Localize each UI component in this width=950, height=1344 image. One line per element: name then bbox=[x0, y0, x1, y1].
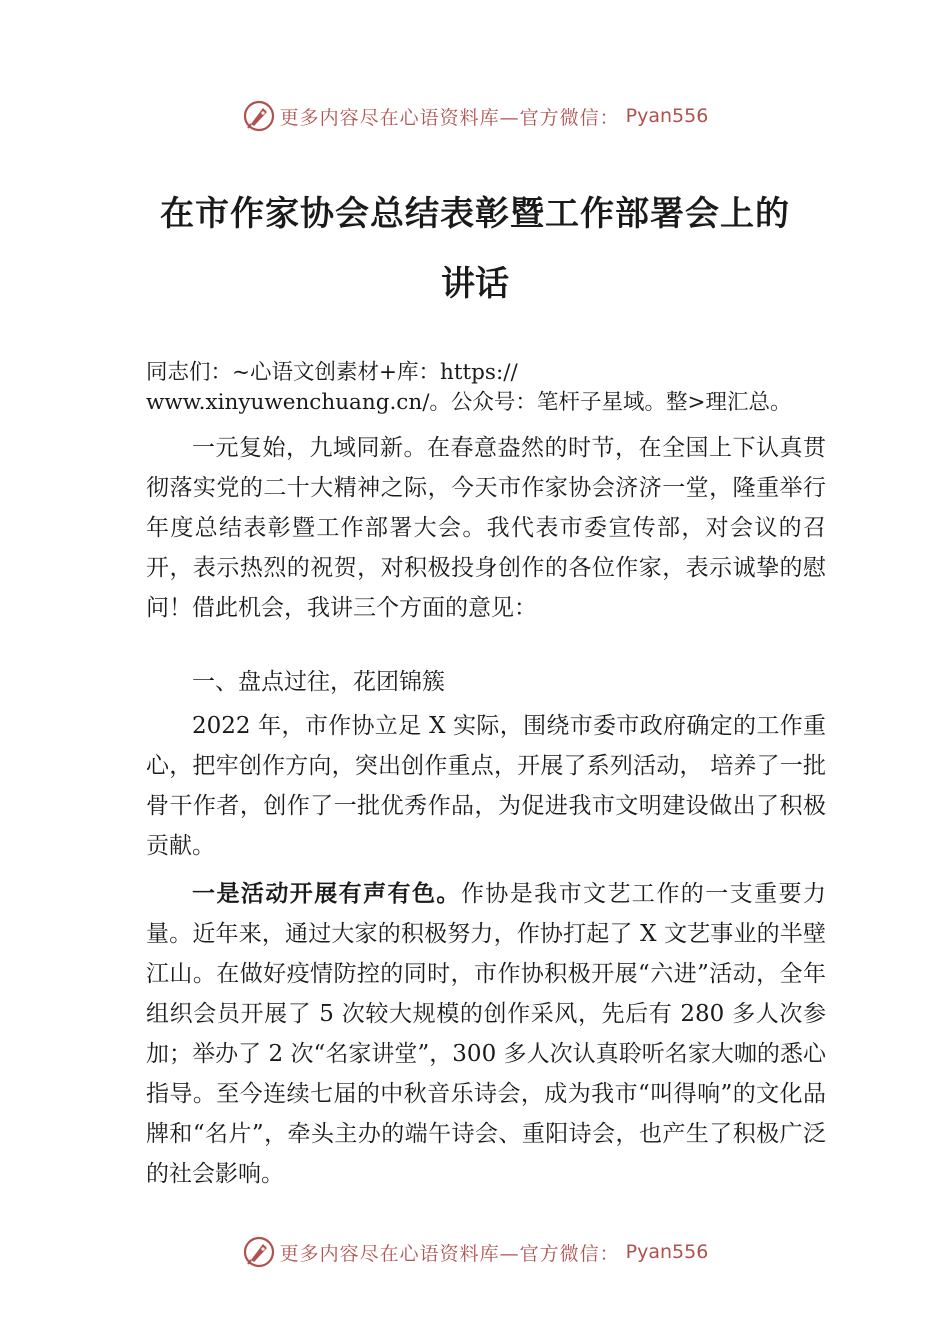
paragraph-lead-bold: 一是活动开展有声有色。 bbox=[192, 881, 461, 907]
salutation-line1: 同志们：~心语文创素材+库：https:// bbox=[146, 360, 518, 385]
pen-nib-logo-icon bbox=[242, 1235, 276, 1269]
header-banner bbox=[0, 96, 950, 136]
paragraph-activities-text: 作协是我市文艺工作的一支重要力量。近年来，通过大家的积极努力，作协打起了 X 文艺事业的半壁江山。在做好疫情防控的同时，市作协积极开展“六进”活动，全年组织会员开展了 5 次较大规模的创作采风，先后有 280 多人次参加；举办了 2 次“名家讲堂”，300 多人次认真聆听名家大咖的悉心指导。至今连续七届的中秋音乐诗会，成为我市“叫得响”的文化品牌和“名片”，牵头主办的端午诗会、重阳诗会，也产生了积极广泛的社会影响。 bbox=[146, 881, 827, 1187]
body-text-4 bbox=[146, 874, 826, 1194]
body-text-2 bbox=[146, 662, 826, 702]
body-text-3 bbox=[146, 706, 826, 866]
paragraph-activities bbox=[146, 874, 826, 1194]
banner-wechat-id: Pyan556 bbox=[625, 105, 709, 127]
banner-text: 更多内容尽在心语资料库—官方微信： bbox=[279, 1242, 620, 1265]
salutation-block bbox=[146, 358, 846, 418]
salutation-line2: www.xinyuwenchuang.cn/。公众号：笔杆子星域。整>理汇总。 bbox=[146, 390, 792, 415]
section-heading-1: 一、盘点过往，花团锦簇 bbox=[192, 669, 445, 695]
pen-nib-logo-icon bbox=[242, 99, 276, 133]
banner-wechat-id: Pyan556 bbox=[625, 1241, 709, 1263]
paragraph-opening: 一元复始，九域同新。在春意盎然的时节，在全国上下认真贯彻落实党的二十大精神之际，今天市作家协会济济一堂，隆重举行年度总结表彰暨工作部署大会。我代表市委宣传部，对会议的召开，表示热烈的祝贺，对积极投身创作的各位作家，表示诚挚的慰问！借此机会，我讲三个方面的意见： bbox=[146, 435, 826, 621]
paragraph-2022-summary: 2022 年，市作协立足 X 实际，围绕市委市政府确定的工作重心，把牢创作方向，突出创作重点，开展了系列活动， 培养了一批骨干作者，创作了一批优秀作品，为促进我市文明建设做出了积极贡献。 bbox=[146, 713, 826, 859]
banner-text: 更多内容尽在心语资料库—官方微信： bbox=[279, 106, 620, 129]
footer-banner bbox=[0, 1232, 950, 1272]
body-text-1 bbox=[146, 428, 826, 628]
document-title-line1: 在市作家协会总结表彰暨工作部署会上的 bbox=[160, 194, 790, 234]
document-title-line2: 讲话 bbox=[441, 264, 509, 304]
